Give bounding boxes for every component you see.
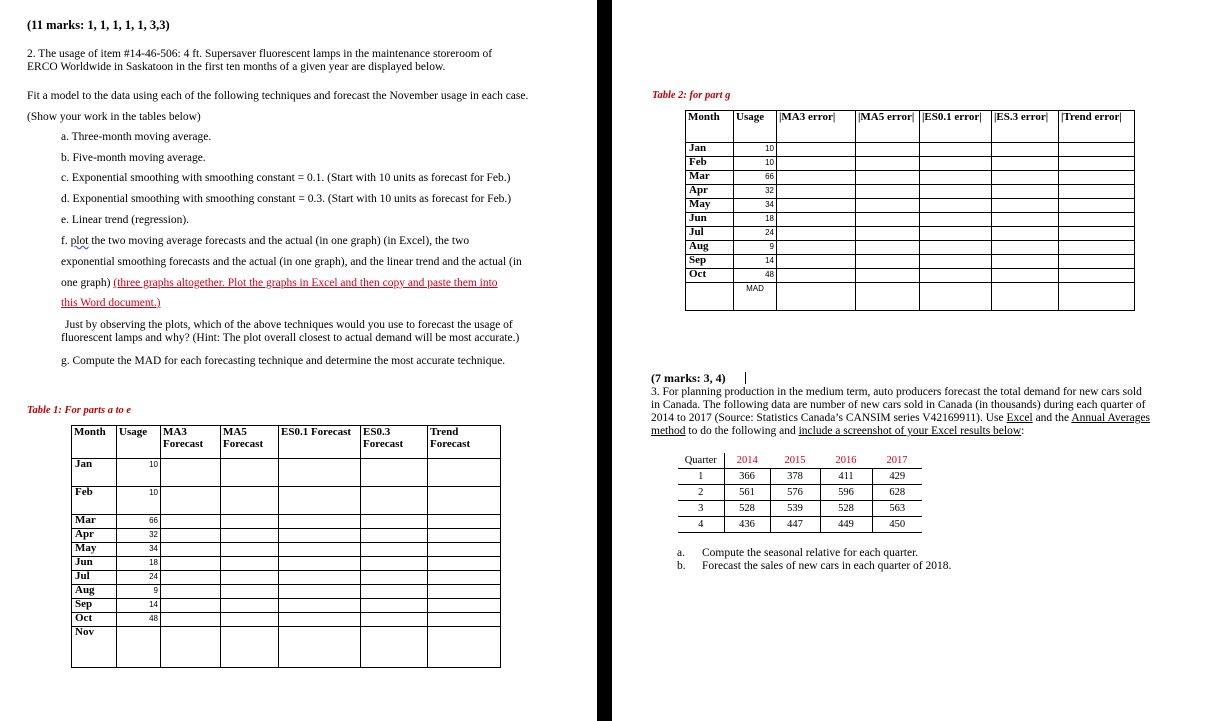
sub-a-text: Compute the seasonal relative for each quarter.: [702, 547, 919, 559]
table2-empty-cell[interactable]: [1059, 171, 1135, 185]
right-page: [612, 0, 1207, 721]
table1-empty-cell[interactable]: [161, 585, 221, 599]
page-gutter: [597, 0, 612, 721]
table1-empty-cell[interactable]: [221, 557, 279, 571]
table-row: [72, 613, 501, 627]
table2-empty-cell[interactable]: [1059, 269, 1135, 283]
table1-empty-cell[interactable]: [361, 487, 428, 515]
table1-empty-cell[interactable]: [279, 599, 361, 613]
item-e: e. Linear trend (regression).: [61, 214, 190, 226]
item-f-line2: exponential smoothing forecasts and the actual (in one graph), and the linear trend and the actual (in: [61, 256, 522, 268]
sales-cell: 576: [770, 485, 820, 501]
sales-cell: 528: [724, 501, 770, 517]
table2-empty-cell[interactable]: [992, 255, 1059, 269]
q3-annual-averages: Annual Averages: [1071, 412, 1151, 424]
table1-month-cell: Apr: [72, 529, 117, 543]
table2-empty-cell[interactable]: [856, 241, 920, 255]
table2-usage-cell: 10: [734, 157, 777, 171]
table1-header-trend: Trend Forecast: [428, 426, 501, 459]
q3-line4-mid: to do the following and: [685, 425, 799, 437]
table1-empty-cell[interactable]: [361, 613, 428, 627]
table1-empty-cell[interactable]: [221, 571, 279, 585]
quarter-cell: 1: [678, 469, 724, 485]
table1-empty-cell[interactable]: [161, 557, 221, 571]
table-row: [72, 585, 501, 599]
left-page: [0, 0, 597, 721]
table2-caption: Table 2: for part g: [652, 90, 731, 101]
table1-empty-cell[interactable]: [161, 515, 221, 529]
table2-usage-cell: 9: [734, 241, 777, 255]
table2-empty-cell[interactable]: [856, 213, 920, 227]
table2-empty-cell[interactable]: [920, 241, 992, 255]
table1-month-cell: Mar: [72, 515, 117, 529]
table1-empty-cell[interactable]: [221, 459, 279, 487]
table2-month-cell: Aug: [686, 241, 734, 255]
table1-month-cell: May: [72, 543, 117, 557]
item-f-plot-word: plot: [70, 235, 89, 247]
item-f-line3: [61, 277, 498, 290]
table1-usage-cell: 34: [117, 543, 161, 557]
table-row: [686, 143, 1135, 157]
item-d: d. Exponential smoothing with smoothing constant = 0.3. (Start with 10 units as forecast for Feb.): [61, 193, 512, 205]
table2-empty-cell[interactable]: [920, 185, 992, 199]
fit-model-text: Fit a model to the data using each of the following techniques and forecast the November usage in each case.: [27, 90, 529, 102]
q3-and-text: and the: [1032, 412, 1072, 424]
table2-empty-cell[interactable]: [992, 269, 1059, 283]
table1-empty-cell[interactable]: [361, 571, 428, 585]
sales-cell: 561: [724, 485, 770, 501]
quarter-cell: 3: [678, 501, 724, 517]
table-row: [686, 255, 1135, 269]
table2-empty-cell[interactable]: [920, 255, 992, 269]
table-row: [686, 157, 1135, 171]
table-row: [72, 487, 501, 515]
item-f-prefix: f.: [61, 235, 71, 247]
observe-line1: Just by observing the plots, which of the above techniques would you use to forecast the usage of: [65, 319, 513, 331]
year-header: 2016: [820, 453, 872, 469]
sub-b-text: Forecast the sales of new cars in each quarter of 2018.: [702, 560, 952, 572]
table2-empty-cell[interactable]: [1059, 283, 1135, 311]
sub-b-label: b.: [677, 560, 686, 572]
sales-cell: 449: [820, 517, 872, 533]
q3-method-word: method: [651, 425, 686, 437]
table1-empty-cell[interactable]: [361, 543, 428, 557]
table1-empty-cell[interactable]: [428, 543, 501, 557]
sales-cell: 447: [770, 517, 820, 533]
table-row: [72, 515, 501, 529]
table-row: [678, 485, 922, 501]
table1-month-cell: Oct: [72, 613, 117, 627]
table-row: [72, 627, 501, 668]
sub-a-label: a.: [677, 547, 685, 559]
table1-empty-cell[interactable]: [279, 515, 361, 529]
table1-empty-cell[interactable]: [221, 529, 279, 543]
table2-usage-cell: 18: [734, 213, 777, 227]
table2-month-cell: Jan: [686, 143, 734, 157]
table1-empty-cell[interactable]: [279, 557, 361, 571]
table2-empty-cell[interactable]: [1059, 157, 1135, 171]
table1-usage-cell: [117, 627, 161, 668]
table1-empty-cell[interactable]: [279, 613, 361, 627]
table1-empty-cell[interactable]: [279, 571, 361, 585]
table1-empty-cell[interactable]: [361, 627, 428, 668]
year-header: 2017: [872, 453, 922, 469]
table1-usage-cell: 24: [117, 571, 161, 585]
table2-empty-cell[interactable]: [777, 157, 856, 171]
sales-cell: 411: [820, 469, 872, 485]
table1-empty-cell[interactable]: [221, 599, 279, 613]
table2-empty-cell[interactable]: [920, 143, 992, 157]
table1-empty-cell[interactable]: [279, 529, 361, 543]
table1-month-cell: Sep: [72, 599, 117, 613]
table2-month-cell: May: [686, 199, 734, 213]
table-row: [678, 469, 922, 485]
table2-month-cell: Jun: [686, 213, 734, 227]
table1-usage-cell: 10: [117, 459, 161, 487]
table2-month-cell: Oct: [686, 269, 734, 283]
table-row: [686, 213, 1135, 227]
table2-empty-cell[interactable]: [777, 143, 856, 157]
table1-empty-cell[interactable]: [221, 487, 279, 515]
table1-header-es01: ES0.1 Forecast: [279, 426, 361, 459]
table2-empty-cell[interactable]: [856, 199, 920, 213]
table1-empty-cell[interactable]: [361, 459, 428, 487]
sales-cell: 450: [872, 517, 922, 533]
table2-empty-cell[interactable]: [920, 269, 992, 283]
table1-usage-cell: 10: [117, 487, 161, 515]
sales-cell: 628: [872, 485, 922, 501]
table1-empty-cell[interactable]: [221, 515, 279, 529]
table1-empty-cell[interactable]: [428, 627, 501, 668]
table2-header-month: Month: [686, 111, 734, 143]
table1-forecast: [71, 425, 501, 668]
table2-header-ma5-error: |MA5 error|: [856, 111, 920, 143]
table1-header-ma5: MA5 Forecast: [221, 426, 279, 459]
table2-header-es01-error: |ES0.1 error|: [920, 111, 992, 143]
table1-month-cell: Jan: [72, 459, 117, 487]
table2-mad-label: MAD: [734, 283, 777, 311]
marks-heading: (11 marks: 1, 1, 1, 1, 1, 3,3): [27, 18, 170, 32]
table1-empty-cell[interactable]: [428, 613, 501, 627]
table2-month-cell: Mar: [686, 171, 734, 185]
q2-text-line1: 2. The usage of item #14-46-506: 4 ft. Supersaver fluorescent lamps in the maintenance storeroom of: [27, 48, 493, 60]
table2-empty-cell[interactable]: [1059, 213, 1135, 227]
table1-empty-cell[interactable]: [361, 515, 428, 529]
table2-usage-cell: 10: [734, 143, 777, 157]
item-c: c. Exponential smoothing with smoothing constant = 0.1. (Start with 10 units as forecast for Feb.): [61, 172, 511, 184]
table1-empty-cell[interactable]: [279, 627, 361, 668]
table1-header-es03: ES0.3 Forecast: [361, 426, 428, 459]
table1-usage-cell: 18: [117, 557, 161, 571]
table2-empty-cell[interactable]: [777, 185, 856, 199]
table2-header-usage: Usage: [734, 111, 777, 143]
table2-empty-cell[interactable]: [856, 283, 920, 311]
item-f-rest: the two moving average forecasts and the actual (in one graph) (in Excel), the two: [88, 235, 470, 247]
table2-empty-cell[interactable]: [1059, 255, 1135, 269]
table2-empty-cell: [686, 283, 734, 311]
table2-empty-cell[interactable]: [1059, 185, 1135, 199]
sales-cell: 539: [770, 501, 820, 517]
sales-cell: 378: [770, 469, 820, 485]
table2-empty-cell[interactable]: [920, 199, 992, 213]
table1-empty-cell[interactable]: [361, 529, 428, 543]
table1-empty-cell[interactable]: [361, 599, 428, 613]
table2-empty-cell[interactable]: [992, 157, 1059, 171]
table2-empty-cell[interactable]: [992, 227, 1059, 241]
table1-empty-cell[interactable]: [221, 585, 279, 599]
table-row: [686, 227, 1135, 241]
table1-empty-cell[interactable]: [161, 487, 221, 515]
text-cursor: [745, 372, 746, 384]
table2-empty-cell[interactable]: [920, 213, 992, 227]
table1-usage-cell: 14: [117, 599, 161, 613]
table2-header-ma3-error: |MA3 error|: [777, 111, 856, 143]
q3-include-screenshot: include a screenshot of your Excel results below: [798, 425, 1022, 437]
item-f-line3-start: one graph): [61, 277, 114, 289]
quarter-cell: 2: [678, 485, 724, 501]
table2-usage-cell: 34: [734, 199, 777, 213]
q3-line3-start: 2014 to 2017 (Source: Statistics Canada’s CANSIM series V42169911). Use: [651, 412, 1007, 424]
table1-empty-cell[interactable]: [161, 613, 221, 627]
table-row: [686, 185, 1135, 199]
table2-empty-cell[interactable]: [992, 199, 1059, 213]
table2-empty-cell[interactable]: [856, 255, 920, 269]
table1-empty-cell[interactable]: [161, 529, 221, 543]
table-row: [72, 459, 501, 487]
table-row: [72, 571, 501, 585]
table1-empty-cell[interactable]: [279, 585, 361, 599]
table1-empty-cell[interactable]: [428, 585, 501, 599]
table2-empty-cell[interactable]: [856, 157, 920, 171]
table2-empty-cell[interactable]: [856, 227, 920, 241]
item-g: g. Compute the MAD for each forecasting technique and determine the most accurate technique.: [61, 355, 506, 367]
table2-month-cell: Apr: [686, 185, 734, 199]
table2-empty-cell[interactable]: [992, 283, 1059, 311]
table1-empty-cell[interactable]: [279, 459, 361, 487]
table1-empty-cell[interactable]: [428, 557, 501, 571]
table2-month-cell: Sep: [686, 255, 734, 269]
table2-empty-cell[interactable]: [920, 283, 992, 311]
table-row: [686, 269, 1135, 283]
table2-empty-cell[interactable]: [1059, 241, 1135, 255]
q3-excel-word: Excel: [1006, 412, 1033, 424]
q3-marks-heading: (7 marks: 3, 4): [651, 371, 726, 385]
table2-empty-cell[interactable]: [1059, 143, 1135, 157]
table1-caption: Table 1: For parts a to e: [27, 405, 132, 416]
table1-month-cell: Aug: [72, 585, 117, 599]
sales-cell: 436: [724, 517, 770, 533]
table1-usage-cell: 32: [117, 529, 161, 543]
table2-month-cell: Feb: [686, 157, 734, 171]
table1-empty-cell[interactable]: [221, 627, 279, 668]
table1-empty-cell[interactable]: [221, 613, 279, 627]
item-f-line1: [61, 235, 469, 248]
table2-empty-cell[interactable]: [1059, 199, 1135, 213]
table2-mad-row: [686, 283, 1135, 311]
table-row: [72, 599, 501, 613]
show-work-text: (Show your work in the tables below): [27, 111, 201, 123]
table2-month-cell: Jul: [686, 227, 734, 241]
table2-usage-cell: 48: [734, 269, 777, 283]
table1-month-cell: Jul: [72, 571, 117, 585]
table2-empty-cell[interactable]: [920, 157, 992, 171]
sales-cell: 596: [820, 485, 872, 501]
table1-empty-cell[interactable]: [161, 627, 221, 668]
table2-empty-cell[interactable]: [777, 255, 856, 269]
table2-header-row: [686, 111, 1135, 143]
table2-empty-cell[interactable]: [992, 241, 1059, 255]
sales-cell: 366: [724, 469, 770, 485]
table1-header-ma3: MA3 Forecast: [161, 426, 221, 459]
table2-empty-cell[interactable]: [777, 241, 856, 255]
table-row: [678, 501, 922, 517]
item-a: a. Three-month moving average.: [61, 131, 212, 143]
table1-usage-cell: 9: [117, 585, 161, 599]
table-row: [686, 199, 1135, 213]
table1-empty-cell[interactable]: [428, 529, 501, 543]
table2-empty-cell[interactable]: [777, 213, 856, 227]
table1-header-row: [72, 426, 501, 459]
q3-text-line4: [651, 425, 1024, 438]
table2-header-es03-error: |ES.3 error|: [992, 111, 1059, 143]
table1-empty-cell[interactable]: [428, 599, 501, 613]
table-row: [72, 543, 501, 557]
table2-empty-cell[interactable]: [992, 143, 1059, 157]
table1-usage-cell: 48: [117, 613, 161, 627]
sales-cell: 429: [872, 469, 922, 485]
table-row: [678, 517, 922, 533]
table-row: [72, 529, 501, 543]
table2-empty-cell[interactable]: [1059, 227, 1135, 241]
table2-empty-cell[interactable]: [777, 269, 856, 283]
quarter-header-row: [678, 453, 922, 469]
table1-empty-cell[interactable]: [161, 543, 221, 557]
table-row: [686, 171, 1135, 185]
year-header: 2014: [724, 453, 770, 469]
table1-empty-cell[interactable]: [428, 487, 501, 515]
table2-usage-cell: 66: [734, 171, 777, 185]
table1-usage-cell: 66: [117, 515, 161, 529]
table1-empty-cell[interactable]: [361, 585, 428, 599]
table1-empty-cell[interactable]: [428, 571, 501, 585]
table2-empty-cell[interactable]: [777, 227, 856, 241]
table2-usage-cell: 24: [734, 227, 777, 241]
table1-month-cell: Jun: [72, 557, 117, 571]
q3-line4-end: :: [1021, 425, 1025, 437]
table-row: [686, 241, 1135, 255]
item-b: b. Five-month moving average.: [61, 152, 206, 164]
q2-text-line2: ERCO Worldwide in Saskatoon in the first ten months of a given year are displayed below.: [27, 61, 446, 73]
table-row: [72, 557, 501, 571]
quarter-cell: 4: [678, 517, 724, 533]
table1-empty-cell[interactable]: [221, 543, 279, 557]
table2-header-trend-error: |Trend error|: [1059, 111, 1135, 143]
table2-empty-cell[interactable]: [920, 171, 992, 185]
table1-header-usage: Usage: [117, 426, 161, 459]
q3-text-line3: [651, 412, 1150, 425]
item-f-line4-red: this Word document.): [61, 297, 161, 309]
table2-usage-cell: 32: [734, 185, 777, 199]
table1-empty-cell[interactable]: [161, 571, 221, 585]
table2-empty-cell[interactable]: [777, 283, 856, 311]
table2-empty-cell[interactable]: [856, 171, 920, 185]
table2-empty-cell[interactable]: [856, 269, 920, 283]
table1-month-cell: Nov: [72, 627, 117, 668]
q3-text-line2: in Canada. The following data are number of new cars sold in Canada (in thousands) during each quarter of: [651, 399, 1146, 411]
table1-empty-cell[interactable]: [428, 459, 501, 487]
table1-month-cell: Feb: [72, 487, 117, 515]
quarter-header: Quarter: [678, 453, 724, 469]
table1-empty-cell[interactable]: [361, 557, 428, 571]
sales-cell: 563: [872, 501, 922, 517]
quarterly-sales-table: [678, 453, 922, 533]
table2-empty-cell[interactable]: [992, 171, 1059, 185]
item-f-instruction-red: (three graphs altogether. Plot the graphs in Excel and then copy and paste them into: [113, 277, 498, 289]
q3-text-line1: 3. For planning production in the medium term, auto producers forecast the total demand for new cars sold: [651, 386, 1142, 398]
table2-empty-cell[interactable]: [992, 185, 1059, 199]
table1-empty-cell[interactable]: [161, 459, 221, 487]
year-header: 2015: [770, 453, 820, 469]
table1-empty-cell[interactable]: [279, 543, 361, 557]
table2-empty-cell[interactable]: [777, 199, 856, 213]
sales-cell: 528: [820, 501, 872, 517]
table1-empty-cell[interactable]: [428, 515, 501, 529]
observe-line2: fluorescent lamps and why? (Hint: The plot overall closest to actual demand will be most accurate.): [61, 332, 520, 344]
table1-header-month: Month: [72, 426, 117, 459]
table2-errors: [685, 110, 1135, 311]
table2-empty-cell[interactable]: [992, 213, 1059, 227]
table1-empty-cell[interactable]: [279, 487, 361, 515]
table1-empty-cell[interactable]: [161, 599, 221, 613]
table2-empty-cell[interactable]: [856, 143, 920, 157]
table2-empty-cell[interactable]: [777, 171, 856, 185]
table2-empty-cell[interactable]: [920, 227, 992, 241]
table2-empty-cell[interactable]: [856, 185, 920, 199]
table2-usage-cell: 14: [734, 255, 777, 269]
